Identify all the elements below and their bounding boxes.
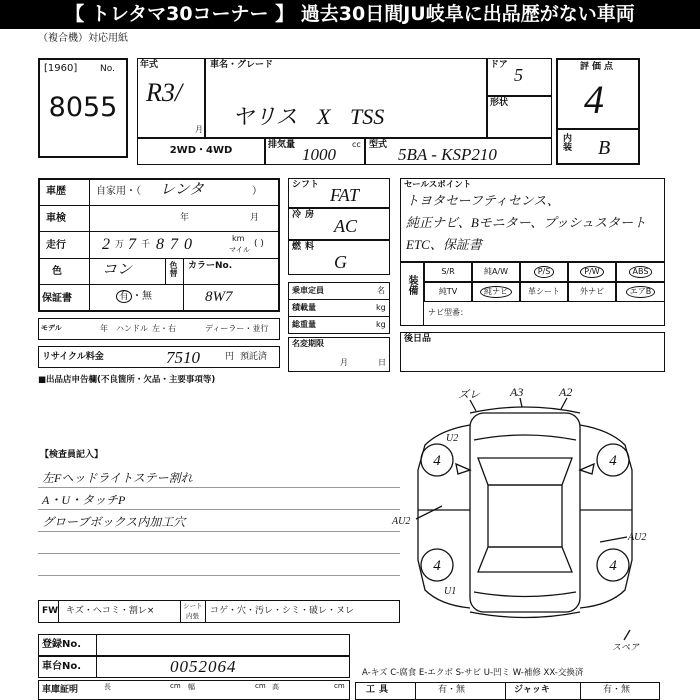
inspector-note: グローブボックス内加工穴 xyxy=(42,515,186,529)
repaint-label: 色替 xyxy=(169,261,178,277)
sales-label: セールスポイント xyxy=(404,180,472,190)
pointer-line xyxy=(416,506,442,519)
recycle-yen: 円 xyxy=(225,352,235,362)
equipment-leather-seat xyxy=(520,282,568,302)
damage-label-right-side: AU2 xyxy=(628,532,647,543)
model-year: 年 xyxy=(100,324,108,333)
gross-label: 総重量 xyxy=(292,320,316,329)
model-code-value: 5BA - KSP210 xyxy=(398,145,497,164)
equipment-label: 装備 xyxy=(406,275,417,295)
tire-depth-fr: 4 xyxy=(609,453,617,469)
drive-label: 2WD・4WD xyxy=(169,145,233,156)
inspector-note: 左Fヘッドライトステー割れ xyxy=(42,471,193,485)
tools-divider xyxy=(580,682,581,700)
equipment-item-label: エアB xyxy=(626,286,656,298)
displacement-value: 1000 xyxy=(302,145,336,164)
note-rule xyxy=(38,575,400,576)
shape-label: 形状 xyxy=(490,98,509,108)
equipment-power-steering xyxy=(520,262,568,282)
damage-label-top-mid: A3 xyxy=(510,385,524,399)
interior-codes: コゲ・穴・汚レ・シミ・破レ・ヌレ xyxy=(210,606,355,616)
recycle-label: リサイクル料金 xyxy=(42,352,104,362)
label-column-divider xyxy=(89,178,90,312)
equipment-item-label: 純TV xyxy=(438,287,458,296)
handle-label: ハンドル xyxy=(116,324,148,333)
sales-line: トヨタセーフティセンス、 xyxy=(406,193,560,208)
year-value: R3/ xyxy=(146,78,183,107)
aircon-value: AC xyxy=(334,216,358,236)
color-divider xyxy=(165,258,166,285)
pointer-line xyxy=(520,398,522,407)
mileage-man-digit: 2 xyxy=(102,236,110,253)
inspection-month: 月 xyxy=(250,213,260,223)
tire-depth-rl: 4 xyxy=(433,558,441,574)
gross-unit: kg xyxy=(376,320,386,329)
inspector-note: A・U・タッチP xyxy=(42,493,126,507)
chassis-value: 0052064 xyxy=(170,657,237,676)
garage-label: 車庫証明 xyxy=(42,685,79,695)
chassis-label: 車台No. xyxy=(42,661,82,672)
roof xyxy=(488,485,562,547)
mileage-paren: ( ) xyxy=(254,239,264,249)
spare-label: スペア xyxy=(612,642,640,652)
pointer-line xyxy=(470,400,476,411)
registration-label: 登録No. xyxy=(42,639,82,650)
capacity-unit: 名 xyxy=(377,286,385,295)
displacement-unit: cc xyxy=(352,140,361,149)
damage-label-left-front: U2 xyxy=(446,433,459,444)
damage-label-top-left: ズレ xyxy=(458,389,480,401)
shift-value: FAT xyxy=(330,185,360,205)
damage-label-left-side: AU2 xyxy=(392,516,411,527)
lot-bracket: [1960] xyxy=(44,63,78,74)
score-value: 4 xyxy=(584,77,604,122)
fuel-label: 燃料 xyxy=(292,242,319,252)
garage-width: 幅 xyxy=(188,683,195,691)
windshield xyxy=(478,458,572,485)
tire-depth-fl: 4 xyxy=(433,453,441,469)
right-mirror xyxy=(580,464,594,474)
color-no-value: 8W7 xyxy=(205,289,233,305)
mileage-sen-digit: 7 xyxy=(128,236,136,253)
equipment-genuine-navi xyxy=(472,282,520,302)
equipment-item-label: P/S xyxy=(534,266,555,278)
tools-divider xyxy=(505,682,506,700)
color-no-label: カラーNo. xyxy=(188,261,233,271)
color-value: コン xyxy=(102,262,133,278)
model-code-label: 型式 xyxy=(369,140,388,150)
equipment-power-windows xyxy=(568,262,616,282)
damage-label-top-right: A2 xyxy=(559,385,573,399)
right-side-panel xyxy=(580,425,632,608)
garage-unit: cm xyxy=(334,682,345,690)
equipment-item-label: 外ナビ xyxy=(580,287,604,296)
history-suffix: ） xyxy=(252,186,262,197)
declaration-header: ■出品店申告欄(不良箇所・欠品・主要事項等) xyxy=(38,375,216,385)
jack-options: 有・無 xyxy=(603,685,631,695)
garage-unit: cm xyxy=(170,682,181,690)
equipment-item-label: ABS xyxy=(629,266,653,278)
condition-divider xyxy=(58,600,59,623)
shift-label: シフト xyxy=(292,180,320,190)
equipment-item-label: 純ナビ xyxy=(480,286,512,298)
fuel-value: G xyxy=(334,252,347,272)
warranty-sep: ・ xyxy=(132,291,142,302)
equipment-abs xyxy=(616,262,665,282)
exterior-codes: キズ・ヘコミ・割レ× xyxy=(66,606,155,616)
score-label: 評価点 xyxy=(579,62,616,72)
equipment-item-label: 純A/W xyxy=(483,267,509,276)
dealer-options: ディーラー・並行 xyxy=(205,324,269,333)
history-prefix: 自家用・（ xyxy=(96,186,141,197)
name-label: 車名・グレード xyxy=(210,60,274,70)
later-items-box xyxy=(400,332,665,372)
inspector-label: 【検査員記入】 xyxy=(40,450,104,460)
garage-length: 長 xyxy=(104,683,111,691)
garage-unit: cm xyxy=(255,682,266,690)
interior-value: B xyxy=(598,137,611,159)
rear-bumper xyxy=(470,612,580,618)
condition-divider xyxy=(205,600,206,623)
name-change-label: 名変期限 xyxy=(292,339,324,348)
jack-label: ジャッキ xyxy=(514,685,550,695)
name-change-day: 日 xyxy=(378,358,386,367)
door-label: ドア xyxy=(490,60,508,70)
pointer-line xyxy=(600,537,627,542)
displacement-label: 排気量 xyxy=(268,140,296,150)
equipment-airbag xyxy=(616,282,665,302)
garage-height: 高 xyxy=(272,683,279,691)
capacity-label: 乗車定員 xyxy=(292,286,324,295)
history-value: レンタ xyxy=(160,182,205,198)
mileage-sen: 千 xyxy=(141,240,151,250)
pointer-line xyxy=(624,630,630,640)
door-value: 5 xyxy=(514,65,523,85)
color-label: 色 xyxy=(52,266,62,277)
equipment-sunroof xyxy=(424,262,472,282)
inspection-year: 年 xyxy=(180,213,190,223)
name-change-month: 月 xyxy=(340,358,348,367)
interior-label: 内装 xyxy=(561,133,571,151)
note-rule xyxy=(38,487,400,488)
hood-line xyxy=(474,435,576,440)
mileage-unit-mile: マイル xyxy=(229,246,250,254)
later-items-label: 後日品 xyxy=(404,334,432,344)
equipment-item-label: 革シート xyxy=(528,287,560,296)
equipment-genuine-tv xyxy=(424,282,472,302)
mileage-unit-km: km xyxy=(232,234,245,243)
mileage-rest: 870 xyxy=(156,236,198,253)
sales-line: ETC、保証書 xyxy=(406,237,482,252)
note-rule xyxy=(38,509,400,510)
left-side-panel xyxy=(418,425,470,608)
model-label: モデル xyxy=(41,324,62,332)
seat-label: シート xyxy=(183,602,203,610)
color-no-divider xyxy=(183,258,184,312)
note-rule xyxy=(38,553,400,554)
equipment-alloy-wheels xyxy=(472,262,520,282)
front-bumper xyxy=(470,407,580,413)
navi-model-label: ナビ型番： xyxy=(428,308,468,317)
car-damage-diagram xyxy=(390,380,670,656)
damage-legend: A-キズ C-腐食 E-エクボ S-サビ U-凹ミ W-補修 XX-交換済 xyxy=(362,668,584,678)
history-label: 車歴 xyxy=(46,186,66,197)
year-label: 年式 xyxy=(140,60,159,70)
form-note: （複合機）対応用紙 xyxy=(38,33,128,44)
damage-label-left-rear: U1 xyxy=(444,586,457,597)
note-rule xyxy=(38,531,400,532)
month-label: 月 xyxy=(195,125,203,134)
equipment-item-label: P/W xyxy=(580,266,603,278)
tool-label: 工具 xyxy=(366,685,393,695)
condition-divider xyxy=(180,600,181,623)
fw-label: FW xyxy=(42,606,59,616)
lot-no-label: No. xyxy=(100,64,115,74)
load-unit: kg xyxy=(376,303,386,312)
equipment-aftermarket-navi xyxy=(568,282,616,302)
trunk-line xyxy=(474,592,576,597)
lot-number: 8055 xyxy=(48,92,118,123)
registration-row xyxy=(38,634,350,656)
warranty-options xyxy=(116,292,152,302)
tire-depth-rr: 4 xyxy=(609,558,617,574)
inspection-label: 車検 xyxy=(46,213,66,224)
load-label: 積載量 xyxy=(292,303,316,312)
handle-options: 左・右 xyxy=(152,324,176,333)
warranty-label: 保証書 xyxy=(42,293,72,304)
registration-divider xyxy=(96,634,97,678)
row-divider xyxy=(38,205,280,232)
pointer-line xyxy=(561,398,567,409)
tool-options: 有・無 xyxy=(438,685,466,695)
recycle-deposited: 預託済 xyxy=(240,352,268,362)
sales-line: 純正ナビ、Bモニター、プッシュスタート xyxy=(406,215,647,230)
equipment-item-label: S/R xyxy=(441,267,455,276)
mileage-label: 走行 xyxy=(46,240,66,251)
warranty-yes: 有 xyxy=(116,290,132,303)
left-mirror xyxy=(456,464,470,474)
recycle-value: 7510 xyxy=(166,348,200,367)
lining-label: 内張 xyxy=(186,612,199,620)
tools-divider xyxy=(415,682,416,700)
aircon-label: 冷房 xyxy=(292,210,319,220)
rear-window xyxy=(478,547,572,572)
warranty-no: 無 xyxy=(142,291,152,302)
row-divider xyxy=(38,258,280,285)
car-body xyxy=(470,413,580,612)
banner: 【 トレタマ30コーナー 】 過去30日間JU岐阜に出品歴がない車両 xyxy=(0,0,700,29)
mileage-man: 万 xyxy=(115,240,125,250)
name-value: ヤリス X TSS xyxy=(232,104,385,129)
